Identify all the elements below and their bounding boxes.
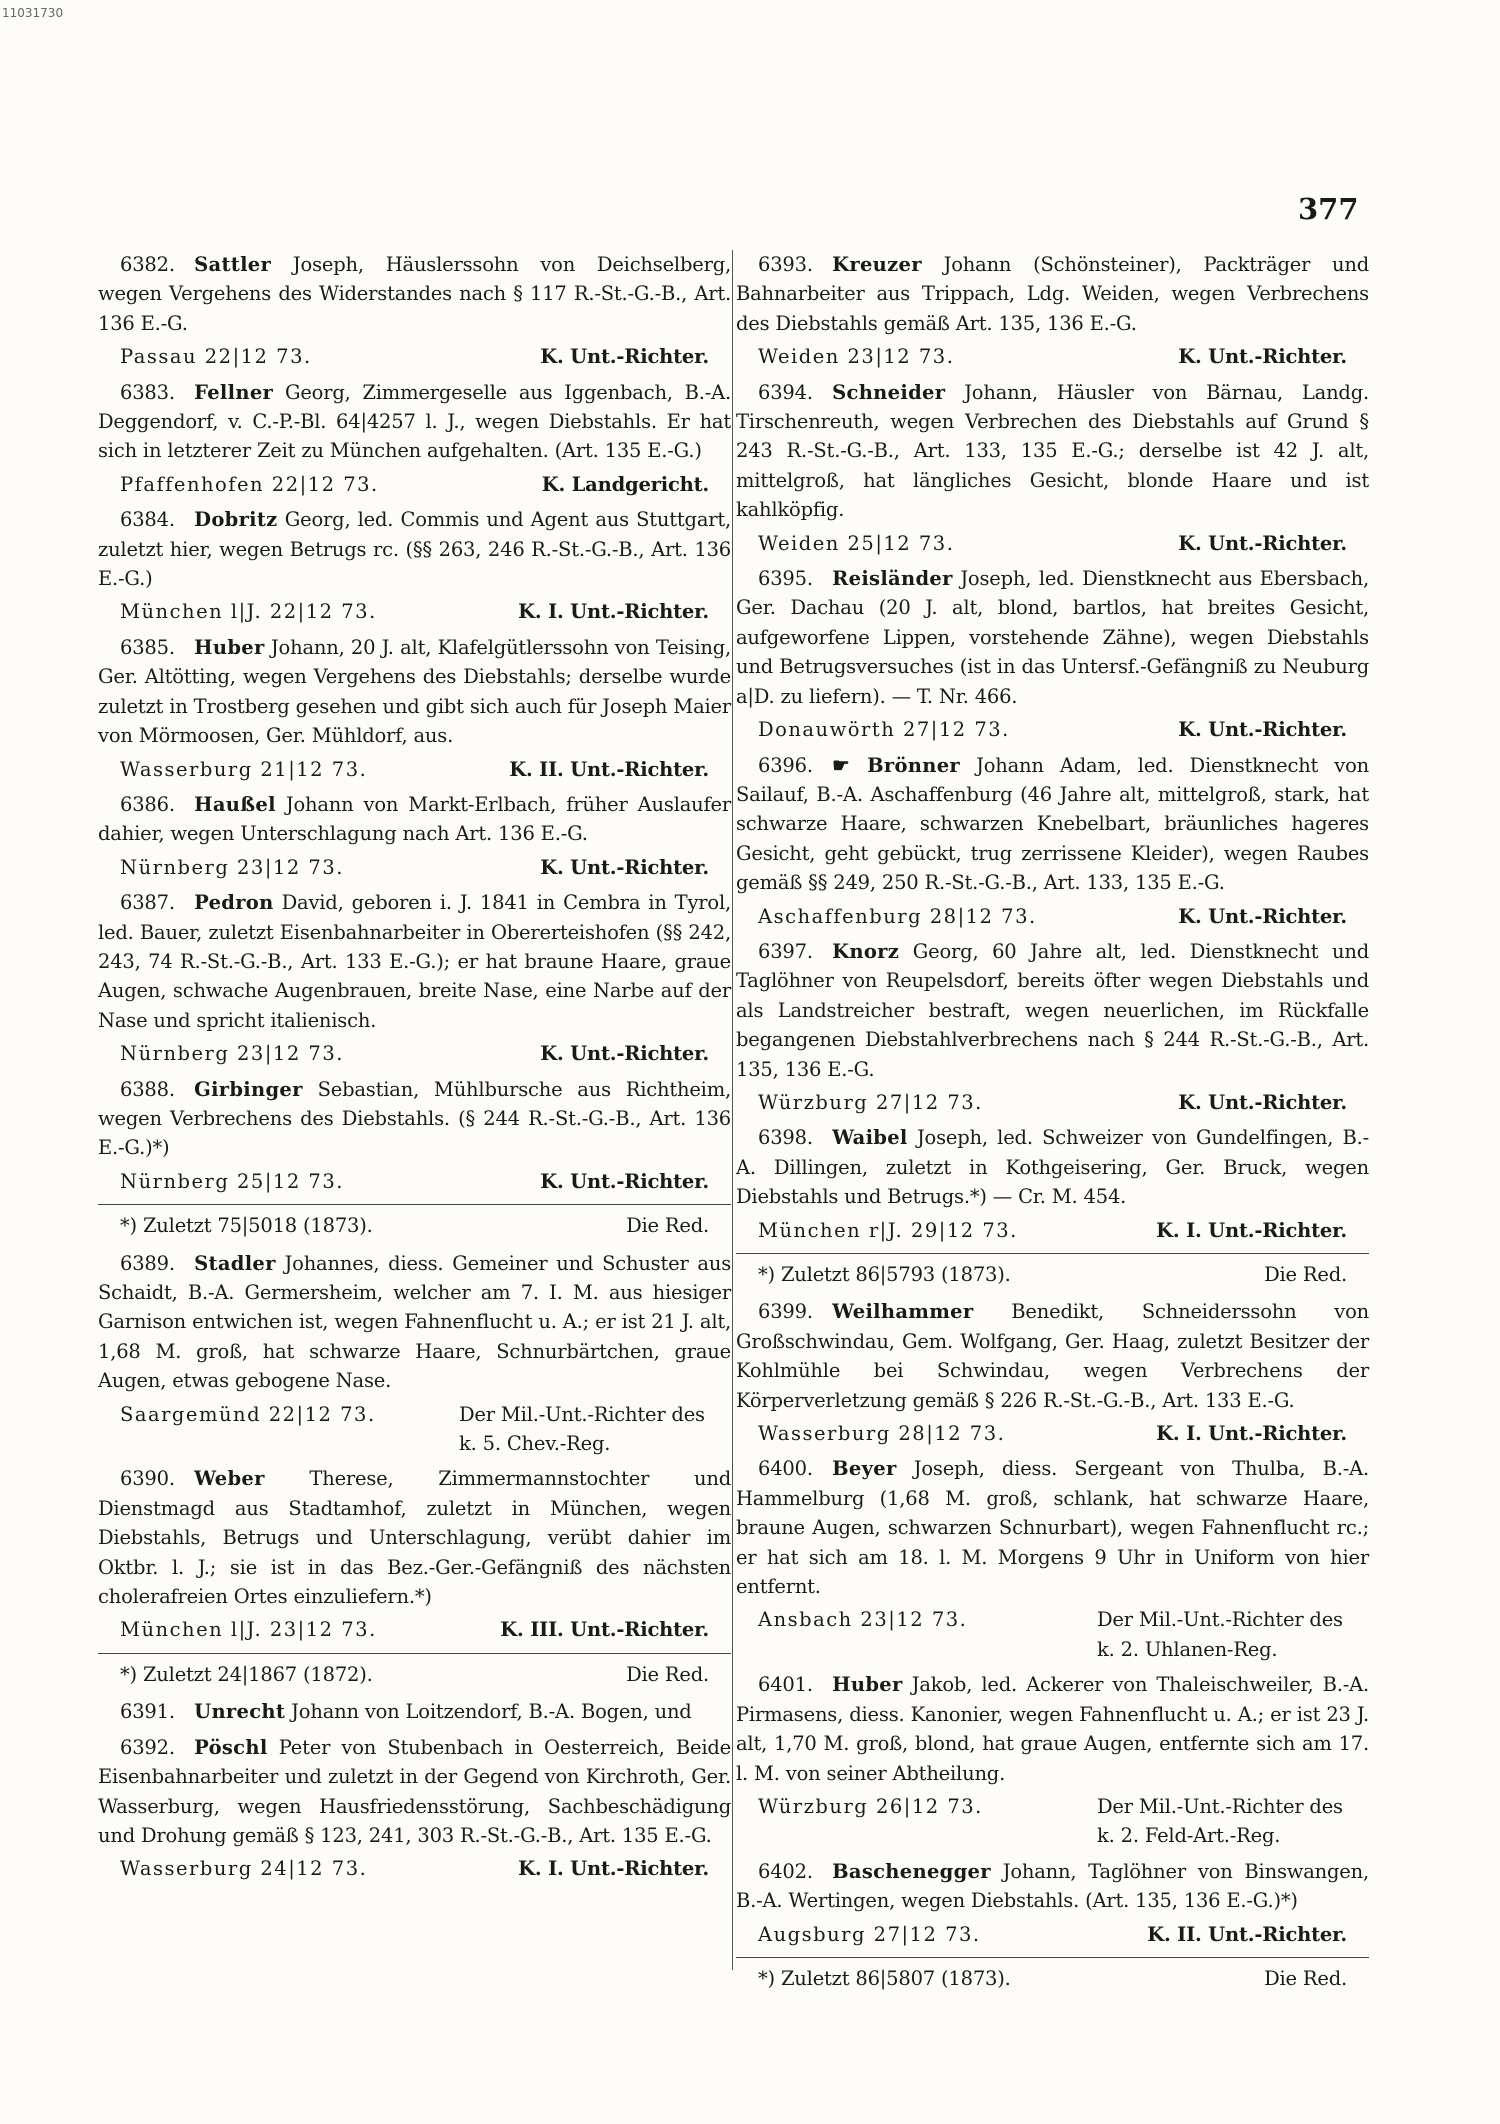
entry-number: 6399. xyxy=(758,1300,813,1324)
court-name: K. Landgericht. xyxy=(541,472,709,496)
signature-line xyxy=(98,1615,731,1644)
person-name: Reisländer xyxy=(832,567,953,591)
entry-number: 6393. xyxy=(758,253,813,276)
place-date: Wasserburg 28|12 73. xyxy=(758,1422,1006,1446)
column-divider xyxy=(732,250,733,1970)
entry-number: 6385. xyxy=(120,635,175,659)
person-name: Stadler xyxy=(194,1251,276,1275)
notice-entry xyxy=(736,1857,1369,1916)
court-name: K. Unt.-Richter. xyxy=(1178,345,1347,369)
entry-text: Sebastian, Mühlbursche aus Richtheim, wegen Verbrechens des Diebstahls. (§ 244 R.-St.-G.-B., Art. 136 E.-G.)*) xyxy=(98,1077,732,1160)
person-name: Huber xyxy=(832,1673,903,1697)
notice-entry xyxy=(98,1464,731,1611)
entry-number: 6396. xyxy=(758,753,813,777)
court-name: K. Unt.-Richter. xyxy=(1178,718,1347,742)
entry-number: 6384. xyxy=(120,508,175,532)
court-name: K. Unt.-Richter. xyxy=(1178,531,1347,555)
signature-line xyxy=(98,342,731,371)
entry-number: 6392. xyxy=(120,1735,175,1759)
person-name: Fellner xyxy=(194,380,274,404)
place-date: Nürnberg 23|12 73. xyxy=(120,855,344,879)
person-name: Weilhammer xyxy=(832,1300,974,1324)
place-date: Saargemünd 22|12 73. xyxy=(120,1402,376,1426)
court-name: K. II. Unt.-Richter. xyxy=(1147,1922,1347,1946)
entry-number: 6397. xyxy=(758,939,813,963)
place-date: Nürnberg 23|12 73. xyxy=(120,1042,344,1066)
signature-line xyxy=(98,755,731,784)
signature-line xyxy=(98,853,731,882)
entry-text: Johann Adam, led. Dienstknecht von Sailauf, B.-A. Aschaffenburg (46 Jahre alt, mittelgroß, stark, hat schwarze Haare, schwarzen Knebelbart, bräunliches hageres Gesicht, geht gebückt, trug zerrissene Kleider), wegen Raubes gemäß §§ 249, 250 R.-St.-G.-B., Art. 133, 135 E.-G. xyxy=(736,753,1369,895)
court-name: K. I. Unt.-Richter. xyxy=(518,600,709,624)
scan-id: 11031730 xyxy=(2,6,64,20)
footnote-rule xyxy=(98,1204,731,1205)
entry-text: Georg, 60 Jahre alt, led. Dienstknecht und Taglöhner von Reupelsdorf, bereits öfter wegen Diebstahls und als Landstreicher bestraft, wegen neuerlichen, im Rückfalle begangenen Diebstahlverbrechens nach § 244 R.-St.-G.-B., Art. 135, 136 E.-G. xyxy=(736,939,1370,1081)
court-name: K. Unt.-Richter. xyxy=(540,345,709,369)
footnote-text: *) Zuletzt 86|5793 (1873). xyxy=(758,1263,1011,1286)
signature-line xyxy=(98,1400,731,1459)
entry-text: Joseph, Häuslerssohn von Deichselberg, wegen Vergehens des Widerstandes nach § 117 R.-St.-G.-B., Art. 136 E.-G. xyxy=(98,253,731,335)
signature-line xyxy=(736,529,1369,558)
court-name: Der Mil.-Unt.-Richter des k. 5. Chev.-Reg. xyxy=(459,1402,705,1456)
footnote xyxy=(98,1660,731,1689)
notice-entry xyxy=(736,937,1369,1084)
footnote-text: *) Zuletzt 86|5807 (1873). xyxy=(758,1966,1011,1990)
entry-number: 6400. xyxy=(758,1457,813,1481)
notice-entry xyxy=(98,1733,731,1851)
signature-line xyxy=(736,715,1369,744)
entry-text: Georg, Zimmergeselle aus Iggenbach, B.-A. Deggendorf, v. C.-P.-Bl. 64|4257 l. J., wegen Diebstahls. Er hat sich in letzterer Zeit zu München aufgehalten. (Art. 135 E.-G.) xyxy=(98,380,732,463)
court-name: K. Unt.-Richter. xyxy=(1178,1090,1347,1114)
court-name: Der Mil.-Unt.-Richter des k. 2. Feld-Art.-Reg. xyxy=(1097,1794,1343,1848)
person-name: Unrecht xyxy=(194,1700,286,1724)
place-date: Wasserburg 24|12 73. xyxy=(120,1857,368,1881)
footnote-editor: Die Red. xyxy=(1264,1263,1347,1286)
entry-number: 6391. xyxy=(120,1700,175,1724)
signature-line xyxy=(736,1792,1369,1851)
entry-number: 6389. xyxy=(120,1251,175,1275)
notice-entry xyxy=(736,1454,1369,1601)
entry-text: Therese, Zimmermannstochter und Dienstmagd aus Stadtamhof, zuletzt in München, wegen Diebstahls, Betrugs und Unterschlagung, verübt dahier im Oktbr. l. J.; sie ist in das Bez.-Ger.-Gefängniß des nächsten cholerafreien Ortes einzuliefern.*) xyxy=(98,1467,731,1609)
place-date: Weiden 25|12 73. xyxy=(758,531,955,555)
signature-line xyxy=(736,1088,1369,1117)
entry-number: 6382. xyxy=(120,253,175,276)
court-name: K. II. Unt.-Richter. xyxy=(509,757,709,781)
place-date: München l|J. 22|12 73. xyxy=(120,600,377,624)
notice-entry xyxy=(98,888,731,1035)
person-name: Huber xyxy=(194,635,265,659)
notice-entry xyxy=(736,1123,1369,1211)
footnote-editor: Die Red. xyxy=(1264,1966,1347,1990)
footnote xyxy=(98,1211,731,1240)
notice-entry xyxy=(98,790,731,849)
footnote-text: *) Zuletzt 24|1867 (1872). xyxy=(120,1662,373,1686)
place-date: Weiden 23|12 73. xyxy=(758,345,955,369)
signature-line xyxy=(736,902,1369,931)
place-date: München l|J. 23|12 73. xyxy=(120,1618,377,1642)
entry-text: Johann (Schönsteiner), Packträger und Bahnarbeiter aus Trippach, Ldg. Weiden, wegen Verbrechens des Diebstahls gemäß Art. 135, 136 E.-G. xyxy=(736,253,1370,335)
court-name: K. Unt.-Richter. xyxy=(1178,904,1347,928)
entry-number: 6383. xyxy=(120,380,175,404)
place-date: Passau 22|12 73. xyxy=(120,345,312,369)
right-column xyxy=(736,250,1369,2001)
entry-text: Peter von Stubenbach in Oesterreich, Beide Eisenbahnarbeiter und zuletzt in der Gegend von Kirchroth, Ger. Wasserburg, wegen Hausfriedensstörung, Sachbeschädigung und Drohung gemäß § 123, 241, 303 R.-St.-G.-B., Art. 135 E.-G. xyxy=(98,1735,731,1847)
entry-number: 6394. xyxy=(758,380,813,404)
notice-entry xyxy=(736,1670,1369,1788)
entry-text: Benedikt, Schneiderssohn von Großschwindau, Gem. Wolfgang, Ger. Haag, zuletzt Besitzer der Kohlmühle bei Schwindau, wegen Verbrechens der Körperverletzung gemäß § 226 R.-St.-G.-B., Art. 133 E.-G. xyxy=(736,1300,1369,1412)
footnote xyxy=(736,1964,1369,1993)
person-name: Pedron xyxy=(194,891,274,915)
person-name: Beyer xyxy=(832,1457,897,1481)
place-date: Wasserburg 21|12 73. xyxy=(120,757,368,781)
entry-number: 6387. xyxy=(120,891,175,915)
footnote-text: *) Zuletzt 75|5018 (1873). xyxy=(120,1214,373,1238)
entry-text: Joseph, led. Schweizer von Gundelfingen, B.-A. Dillingen, zuletzt in Kothgeisering, Ger. Bruck, wegen Diebstahls und Betrugs.*) — Cr. M. 454. xyxy=(736,1126,1369,1209)
signature-line xyxy=(98,1039,731,1068)
notice-entry xyxy=(98,1075,731,1163)
footnote-rule xyxy=(98,1653,731,1654)
entry-number: 6401. xyxy=(758,1673,813,1697)
entry-text: David, geboren i. J. 1841 in Cembra in Tyrol, led. Bauer, zuletzt Eisenbahnarbeiter in Obererteishofen (§§ 242, 243, 74 R.-St.-G.-B., Art. 133 E.-G.); er hat braune Haare, graue Augen, schwache Augenbrauen, breite Nase, eine Narbe auf der Nase und spricht italienisch. xyxy=(98,891,731,1032)
footnote-rule xyxy=(736,1957,1369,1958)
place-date: Pfaffenhofen 22|12 73. xyxy=(120,472,379,496)
entry-number: 6386. xyxy=(120,792,175,816)
court-name: Der Mil.-Unt.-Richter des k. 2. Uhlanen-Reg. xyxy=(1097,1608,1343,1661)
place-date: Augsburg 27|12 73. xyxy=(758,1922,981,1946)
court-name: K. Unt.-Richter. xyxy=(540,1169,709,1193)
notice-entry xyxy=(736,378,1369,525)
place-date: Aschaffenburg 28|12 73. xyxy=(758,904,1037,928)
court-name: K. I. Unt.-Richter. xyxy=(518,1857,709,1881)
entry-text: Joseph, diess. Sergeant von Thulba, B.-A. Hammelburg (1,68 M. groß, schlank, hat schwarze Haare, braune Augen, schwarzen Schnurbart), wegen Fahnenflucht rc.; er hat sich am 18. l. M. Morgens 9 Uhr in Uniform von hier entfernt. xyxy=(736,1457,1369,1599)
entry-text: Jakob, led. Ackerer von Thaleischweiler, B.-A. Pirmasens, diess. Kanonier, wegen Fahnenflucht u. A.; er ist 23 J. alt, 1,70 M. groß, blond, hat graue Augen, entfernte sich am 17. l. M. von seiner Abtheilung. xyxy=(736,1673,1369,1785)
entry-text: Johann, Taglöhner von Binswangen, B.-A. Wertingen, wegen Diebstahls. (Art. 135, 136 E.-G.)*) xyxy=(736,1859,1370,1913)
place-date: München r|J. 29|12 73. xyxy=(758,1218,1018,1242)
place-date: Würzburg 26|12 73. xyxy=(758,1794,983,1818)
entry-text: Johannes, diess. Gemeiner und Schuster aus Schaidt, B.-A. Germersheim, welcher am 7. I. M. aus hiesiger Garnison entwichen ist, wegen Fahnenflucht u. A.; er ist 21 J. alt, 1,68 M. groß, hat schwarze Haare, Schnurbärtchen, graue Augen, etwas gebogene Nase. xyxy=(98,1251,732,1393)
entry-number: 6398. xyxy=(758,1126,813,1150)
notice-entry xyxy=(98,1249,731,1396)
person-name: Weber xyxy=(194,1467,265,1491)
footnote-rule xyxy=(736,1253,1369,1254)
person-name: Knorz xyxy=(832,939,900,963)
person-name: Schneider xyxy=(832,380,946,404)
signature-line xyxy=(736,1920,1369,1949)
signature-line xyxy=(736,342,1369,371)
notice-entry xyxy=(736,250,1369,338)
person-name: Sattler xyxy=(194,253,272,276)
notice-entry xyxy=(98,505,731,593)
notice-entry xyxy=(736,1297,1369,1415)
court-name: K. Unt.-Richter. xyxy=(540,1042,709,1066)
entry-text: Johann von Markt-Erlbach, früher Auslaufer dahier, wegen Unterschlagung nach Art. 136 E.-G. xyxy=(98,792,731,846)
entry-number: 6388. xyxy=(120,1077,175,1101)
person-name: Waibel xyxy=(832,1126,908,1150)
entry-text: Georg, led. Commis und Agent aus Stuttgart, zuletzt hier, wegen Betrugs rc. (§§ 263, 246 R.-St.-G.-B., Art. 136 E.-G.) xyxy=(98,508,732,591)
person-name: Kreuzer xyxy=(832,253,922,276)
entry-text: Johann, 20 J. alt, Klafelgütlerssohn von Teising, Ger. Altötting, wegen Vergehens des Diebstahls; derselbe wurde zuletzt in Trostberg gesehen und gibt sich auch für Joseph Maier von Mörmoosen, Ger. Mühldorf, aus. xyxy=(98,635,731,748)
person-name: Girbinger xyxy=(194,1077,303,1101)
signature-line xyxy=(98,1167,731,1196)
signature-line xyxy=(736,1216,1369,1245)
signature-line xyxy=(736,1605,1369,1664)
entry-text: Johann, Häusler von Bärnau, Landg. Tirschenreuth, wegen Verbrechen des Diebstahls auf Grund § 243 R.-St.-G.-B., Art. 133, 135 E.-G.; derselbe ist 42 J. alt, mittelgroß, hat längliches Gesicht, blonde Haare und ist kahlköpfig. xyxy=(736,380,1369,522)
court-name: K. I. Unt.-Richter. xyxy=(1156,1422,1347,1446)
court-name: K. III. Unt.-Richter. xyxy=(500,1618,709,1642)
entry-number: 6390. xyxy=(120,1467,175,1491)
footnote-editor: Die Red. xyxy=(626,1662,709,1686)
signature-line xyxy=(736,1419,1369,1448)
entry-number: 6395. xyxy=(758,567,813,591)
notice-entry xyxy=(736,564,1369,711)
court-name: K. I. Unt.-Richter. xyxy=(1156,1218,1347,1242)
footnote-editor: Die Red. xyxy=(626,1214,709,1238)
signature-line xyxy=(98,597,731,626)
entry-number: 6402. xyxy=(758,1859,813,1883)
left-column xyxy=(98,250,731,1890)
footnote xyxy=(736,1260,1369,1289)
page-number: 377 xyxy=(1298,192,1359,226)
place-date: Donauwörth 27|12 73. xyxy=(758,718,1010,742)
notice-entry xyxy=(98,378,731,466)
notice-entry xyxy=(736,751,1369,898)
person-name: Dobritz xyxy=(194,508,278,532)
notice-entry xyxy=(98,250,731,338)
place-date: Nürnberg 25|12 73. xyxy=(120,1169,344,1193)
place-date: Ansbach 23|12 73. xyxy=(758,1608,968,1632)
court-name: K. Unt.-Richter. xyxy=(540,855,709,879)
entry-text: Johann von Loitzendorf, B.-A. Bogen, und xyxy=(291,1700,692,1724)
entry-text: Joseph, led. Dienstknecht aus Ebersbach, Ger. Dachau (20 J. alt, blond, bartlos, hat breites Gesicht, aufgeworfene Lippen, vorstehende Zähne), wegen Diebstahls und Betrugsversuches (ist in das Untersf.-Gefängniß zu Neuburg a|D. zu liefern). — T. Nr. 466. xyxy=(736,567,1369,708)
place-date: Würzburg 27|12 73. xyxy=(758,1090,983,1114)
person-name: Pöschl xyxy=(194,1735,268,1759)
person-name: Baschenegger xyxy=(832,1859,991,1883)
person-name: Haußel xyxy=(194,792,276,816)
notice-entry xyxy=(98,633,731,751)
notice-entry xyxy=(98,1697,731,1726)
person-name: ☛ Brönner xyxy=(832,753,960,777)
signature-line xyxy=(98,1854,731,1883)
signature-line xyxy=(98,470,731,499)
